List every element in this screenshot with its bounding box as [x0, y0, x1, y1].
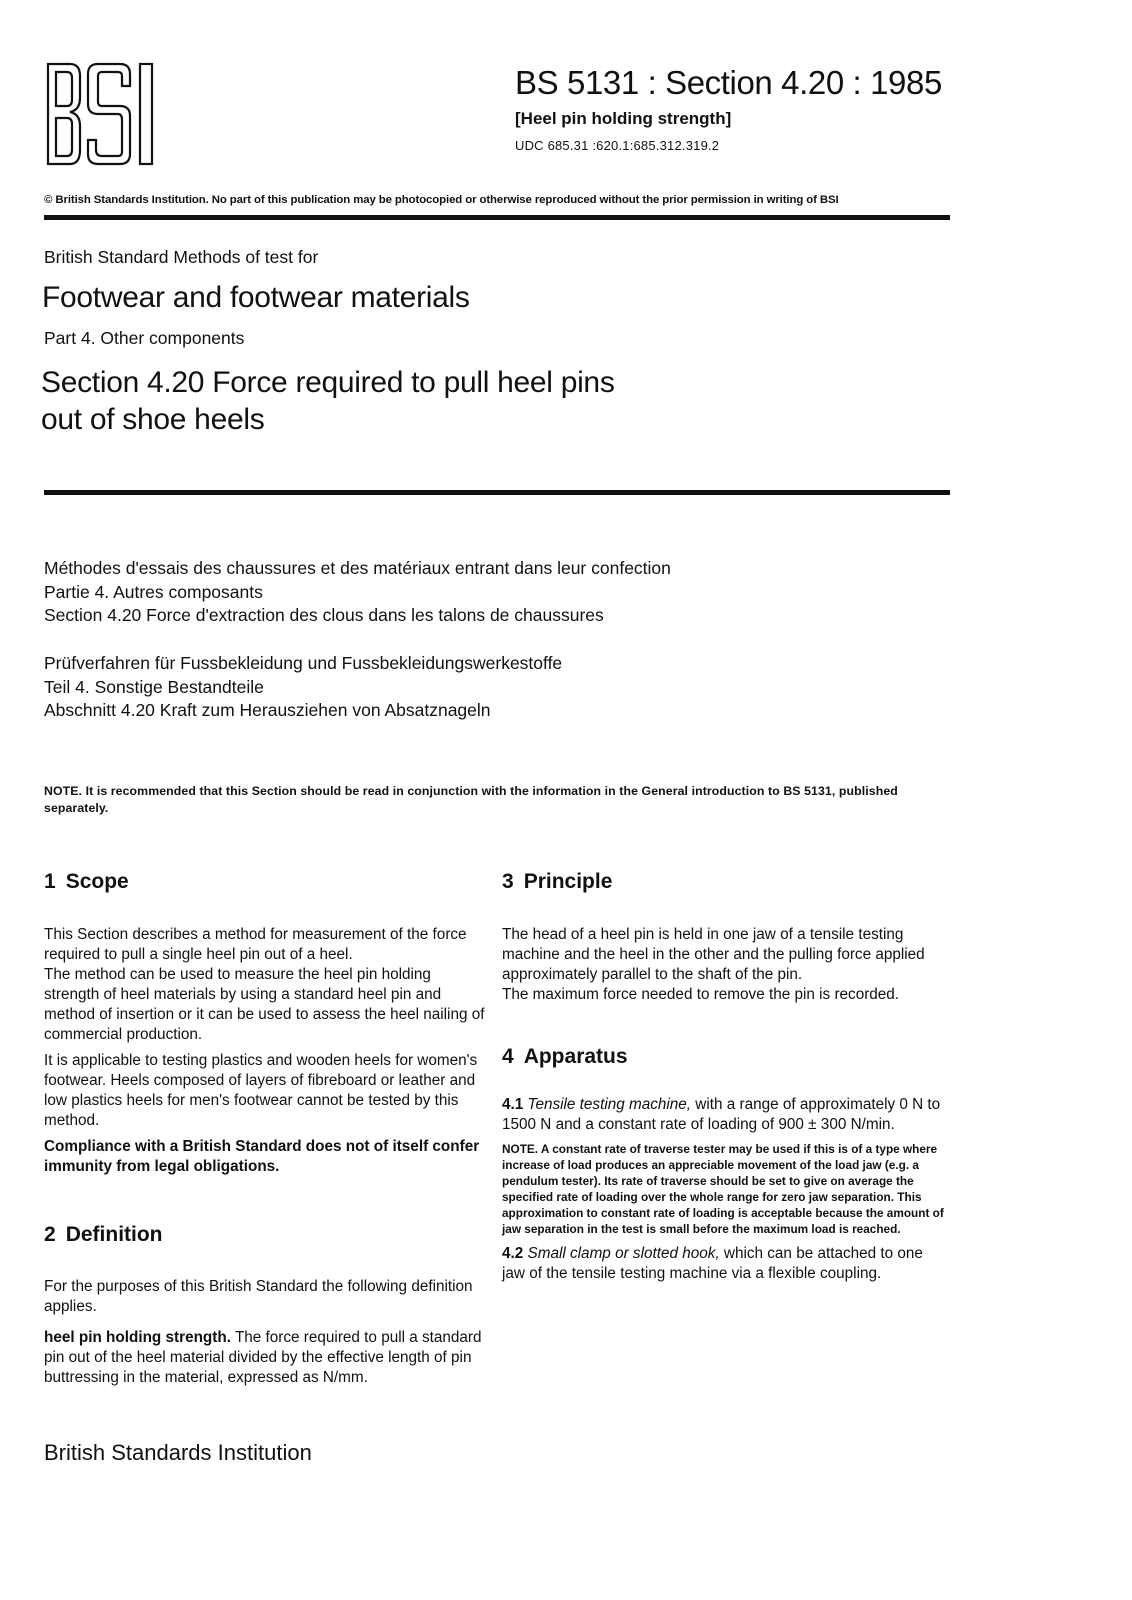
- apparatus-item-4-1-text: with a range of approximately 0 N to 1500 N and a constant rate of loading of 900 ± 300 N/min.: [502, 1096, 941, 1133]
- apparatus-item-4-1: [502, 1095, 947, 1135]
- definition-paragraph: [44, 1328, 489, 1388]
- scope-heading-text: Scope: [65, 870, 129, 893]
- german-title-line-2: Teil 4. Sonstige Bestandteile: [44, 676, 264, 697]
- scope-heading: [44, 870, 489, 894]
- apparatus-item-4-1-number: 4.1: [502, 1096, 524, 1113]
- principle-heading-text: Principle: [523, 870, 613, 893]
- section-title-line-1: Section 4.20 Force required to pull heel pins: [41, 366, 615, 399]
- standard-number: BS 5131 : Section 4.20 : 1985: [515, 64, 942, 101]
- copyright-notice: © British Standards Institution. No part of this publication may be photocopied or otherwise reproduced without the prior permission in writing of BSI: [44, 194, 839, 206]
- right-column: [502, 870, 947, 1284]
- standard-subtitle: [Heel pin holding strength]: [515, 109, 732, 128]
- bsi-logo-icon: [46, 62, 161, 166]
- bsi-logo: [46, 62, 161, 166]
- german-title-line-3: Abschnitt 4.20 Kraft zum Herausziehen von Absatznageln: [44, 700, 491, 720]
- scope-paragraph-1: This Section describes a method for measurement of the force required to pull a single heel pin out of a heel.: [44, 926, 467, 963]
- principle-paragraph-2: The maximum force needed to remove the pin is recorded.: [502, 986, 900, 1003]
- definition-number: 2: [44, 1223, 56, 1246]
- german-title-block: [44, 652, 562, 723]
- section-title: [41, 364, 801, 438]
- series-title: British Standard Methods of test for: [44, 247, 319, 267]
- compliance-statement: Compliance with a British Standard does not of itself confer immunity from legal obligations.: [44, 1138, 480, 1175]
- udc-code: UDC 685.31 :620.1:685.312.319.2: [515, 138, 720, 153]
- section-title-line-2: out of shoe heels: [41, 403, 265, 436]
- scope-paragraph-2: The method can be used to measure the heel pin holding strength of heel materials by using a standard heel pin and method of insertion or it can be used to assess the heel nailing of commercial production.: [44, 966, 485, 1043]
- french-title-line-3: Section 4.20 Force d'extraction des clous dans les talons de chaussures: [44, 605, 604, 625]
- apparatus-number: 4: [502, 1045, 514, 1068]
- apparatus-item-4-2: [502, 1244, 947, 1284]
- main-title: Footwear and footwear materials: [42, 281, 470, 314]
- apparatus-item-4-1-term: Tensile testing machine,: [527, 1096, 692, 1113]
- divider-rule-middle: [44, 490, 950, 495]
- apparatus-item-4-2-text: which can be attached to one jaw of the tensile testing machine via a flexible coupling.: [502, 1245, 923, 1282]
- german-title-line-1: Prüfverfahren für Fussbekleidung und Fussbekleidungswerkestoffe: [44, 653, 563, 673]
- apparatus-heading-text: Apparatus: [523, 1045, 628, 1068]
- part-title: Part 4. Other components: [44, 328, 245, 348]
- footer-publisher: British Standards Institution: [44, 1440, 312, 1465]
- apparatus-note: NOTE. A constant rate of traverse tester may be used if this is of a type where increase of load produces an appreciable movement of the load jaw (e.g. a pendulum tester). Its rate of traverse should be set to give on average the specified rate of loading over the whole range for zero jaw separation. This approximation to constant rate of loading is acceptable because the amount of jaw separation in the test is small before the maximum load is reached.: [502, 1142, 944, 1236]
- definition-term: heel pin holding strength.: [44, 1329, 231, 1346]
- scope-number: 1: [44, 870, 56, 893]
- principle-heading: [502, 870, 947, 894]
- scope-paragraph-3: It is applicable to testing plastics and wooden heels for women's footwear. Heels composed of layers of fibreboard or leather and low plastics heels for men's footwear cannot be tested by this method.: [44, 1052, 478, 1129]
- principle-paragraph-1: The head of a heel pin is held in one jaw of a tensile testing machine and the heel in the other and the pulling force applied approximately parallel to the shaft of the pin.: [502, 926, 925, 983]
- general-note: NOTE. It is recommended that this Section should be read in conjunction with the information in the General introduction to BS 5131, published separately.: [44, 784, 898, 815]
- french-title-line-1: Méthodes d'essais des chaussures et des matériaux entrant dans leur confection: [44, 558, 671, 578]
- apparatus-item-4-2-number: 4.2: [502, 1245, 524, 1262]
- french-title-block: [44, 557, 671, 628]
- definition-heading: [44, 1223, 489, 1247]
- french-title-line-2: Partie 4. Autres composants: [44, 581, 263, 602]
- principle-number: 3: [502, 870, 514, 893]
- left-column: [44, 870, 489, 1388]
- apparatus-item-4-2-term: Small clamp or slotted hook,: [527, 1245, 720, 1262]
- divider-rule-top: [44, 215, 950, 220]
- apparatus-heading: [502, 1045, 947, 1069]
- definition-intro: For the purposes of this British Standard the following definition applies.: [44, 1278, 473, 1315]
- definition-heading-text: Definition: [65, 1223, 163, 1246]
- definition-text: The force required to pull a standard pin out of the heel material divided by the effective length of pin buttressing in the material, expressed as N/mm.: [44, 1329, 482, 1386]
